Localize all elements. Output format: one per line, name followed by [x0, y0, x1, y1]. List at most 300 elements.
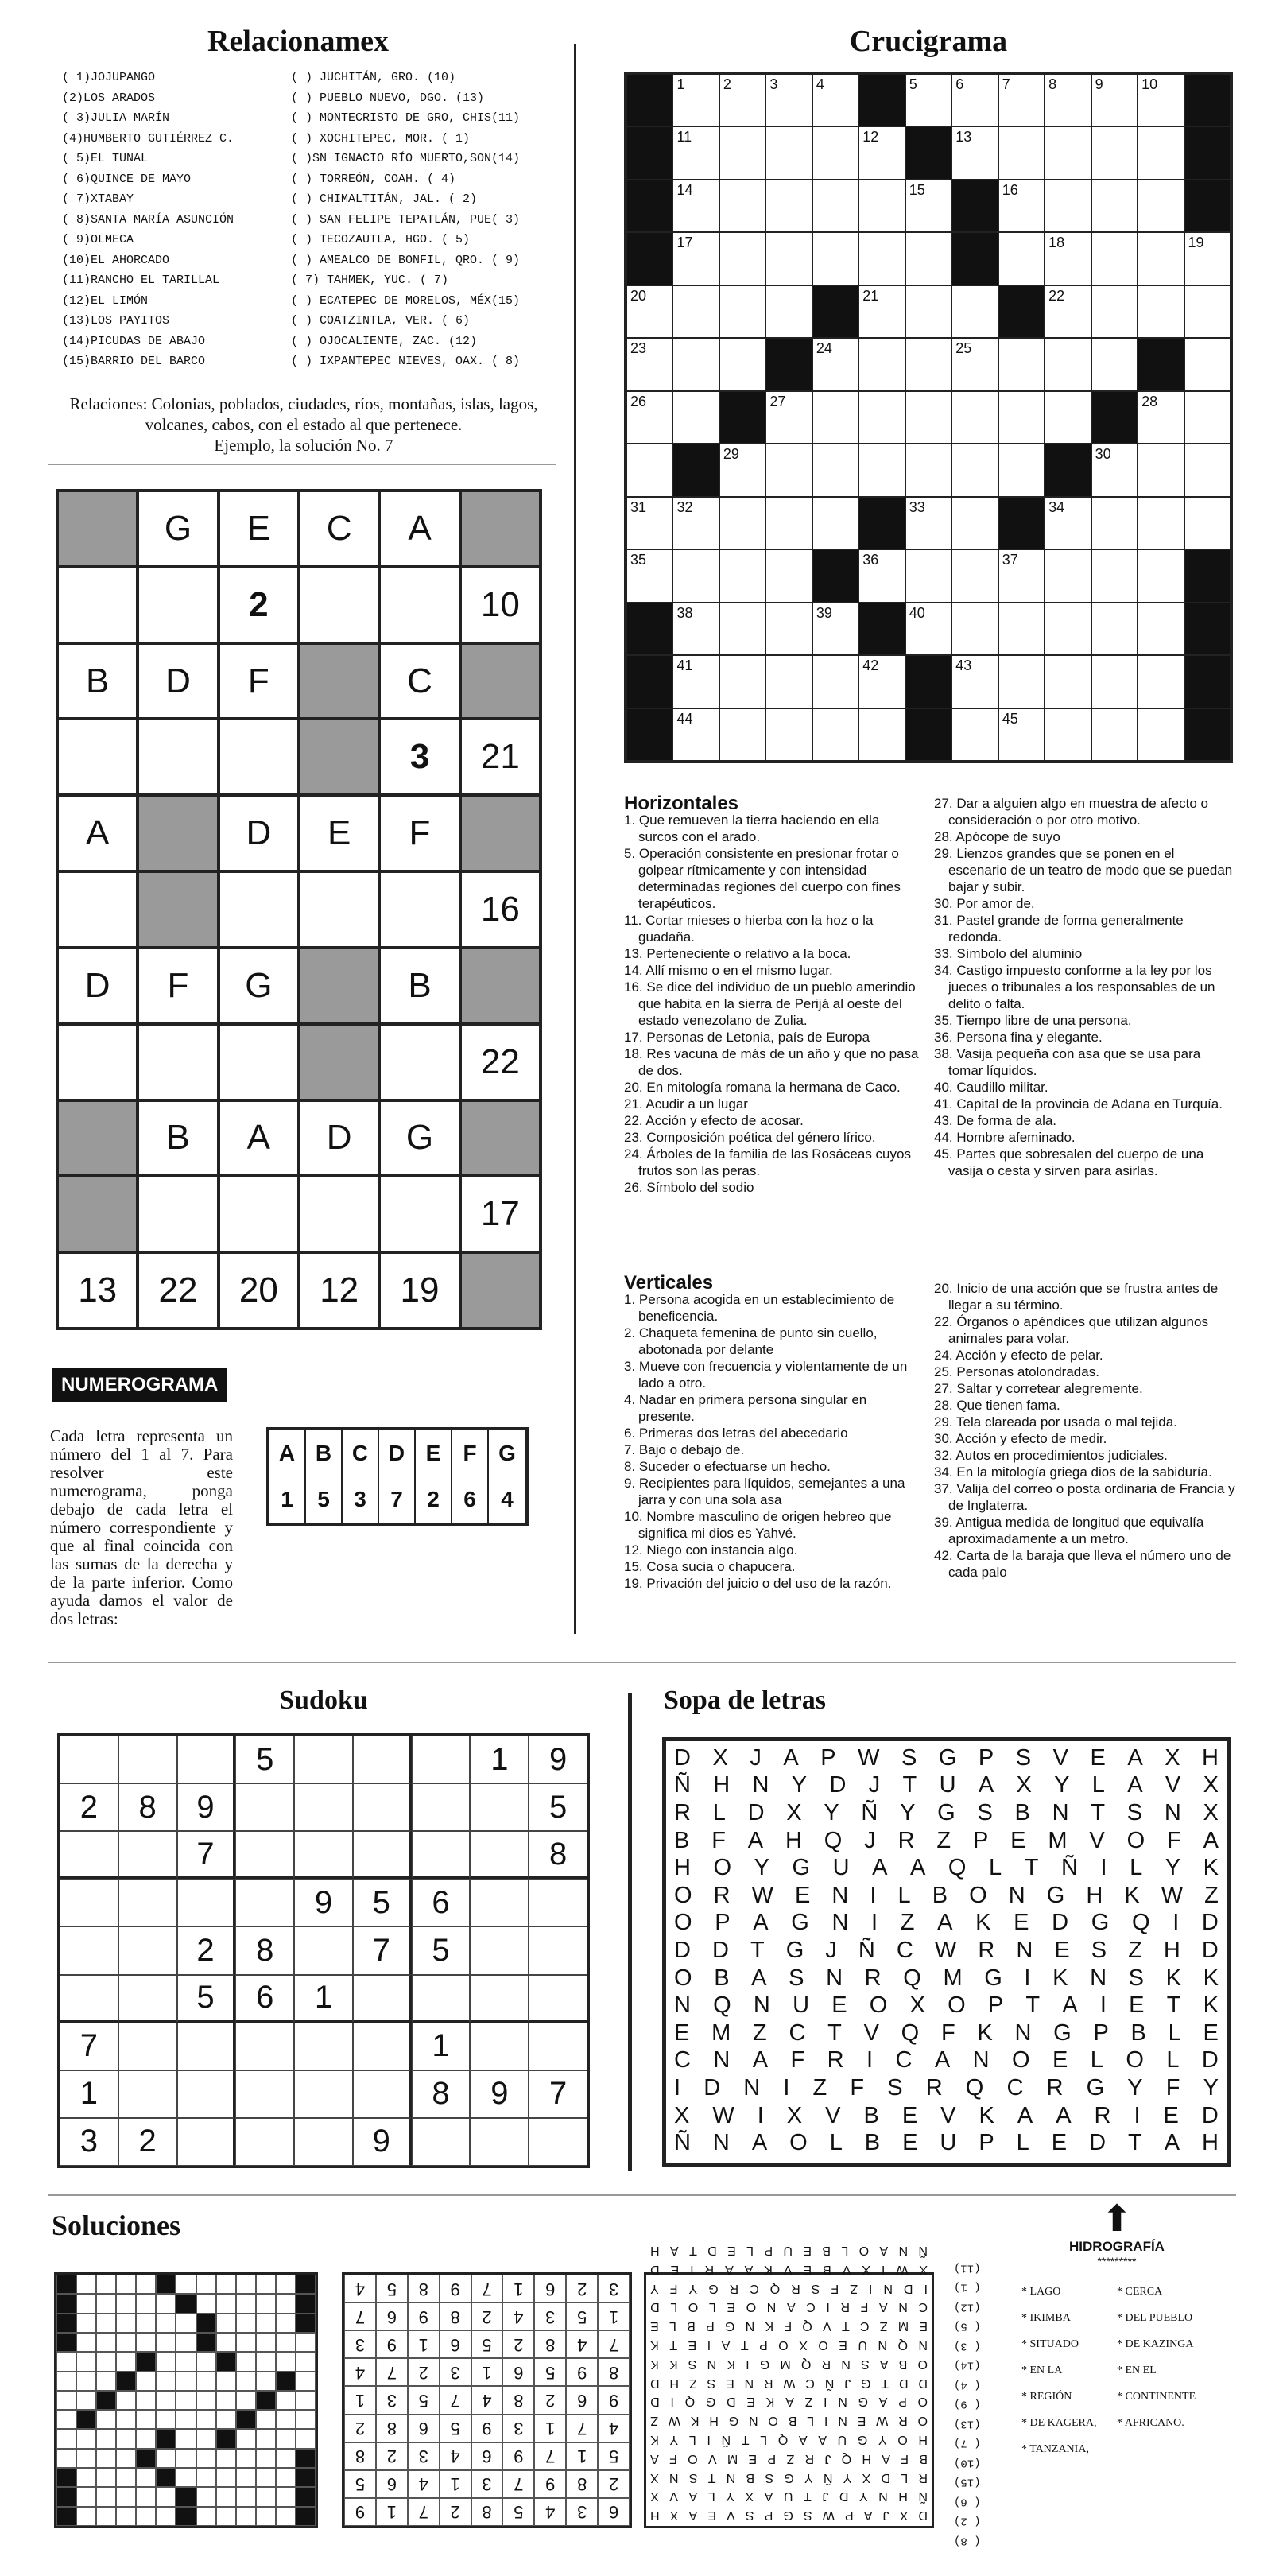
- solution-letter: A: [721, 2337, 731, 2352]
- cell-number: 23: [630, 340, 647, 357]
- solution-letter: N: [918, 2337, 928, 2352]
- solution-crossword-cell: [196, 2275, 216, 2294]
- solution-crossword-cell: [256, 2449, 276, 2468]
- solution-letter: E: [727, 2243, 736, 2257]
- solution-wordsearch-row: [650, 2316, 928, 2335]
- clue-item: 20. En mitología romana la hermana de Caco.: [624, 1080, 901, 1095]
- relacion-left: (14)PICUDAS DE ABAJO: [62, 334, 206, 348]
- clue-item: 31. Pastel grande de forma generalmente redonda.: [934, 913, 1184, 945]
- solution-sudoku-cell: 3: [408, 2442, 440, 2470]
- solution-wordsearch-row: [650, 2505, 928, 2524]
- crossword-cell: [1184, 338, 1231, 390]
- solution-sudoku-cell: 3: [534, 2302, 566, 2330]
- solution-letter: O: [746, 2300, 757, 2314]
- clue-item: 30. Acción y efecto de medir.: [934, 1431, 1107, 1446]
- wordsearch-letter: Y: [1203, 2074, 1219, 2101]
- solution-letter: R: [918, 2470, 928, 2485]
- wordsearch-row: [674, 1827, 1219, 1855]
- relacion-right: ( ) ECATEPEC DE MORELOS, MÉX(15): [291, 293, 521, 308]
- wordsearch-letter: Z: [936, 1827, 951, 1853]
- sudoku-cell: 9: [470, 2070, 529, 2118]
- key-letter: B: [306, 1430, 343, 1476]
- solution-letter: H: [898, 2489, 908, 2504]
- crossword-cell: [1138, 285, 1184, 338]
- solution-crossword-cell: [236, 2391, 256, 2410]
- solution-letter: S: [707, 2376, 716, 2390]
- wordsearch-letter: N: [1016, 1937, 1033, 1963]
- solution-letter: G: [861, 2376, 871, 2390]
- crossword-cell: [951, 232, 998, 285]
- solution-crossword-cell: [136, 2449, 156, 2468]
- solution-crossword-cell: [216, 2294, 236, 2313]
- wordsearch-letter: D: [674, 1744, 691, 1771]
- solution-letter: B: [919, 2451, 928, 2465]
- wordsearch-letter: S: [1091, 1937, 1107, 1963]
- crossword-cell: [1045, 549, 1091, 602]
- crossword-cell: [951, 549, 998, 602]
- solution-crossword-cell: [136, 2275, 156, 2294]
- sudoku-cell: [470, 1879, 529, 1926]
- crossword-cell: [765, 655, 812, 708]
- sudoku-cell: 5: [412, 1926, 471, 1974]
- solution-crossword-cell: [216, 2314, 236, 2333]
- crossword-cell: [998, 603, 1045, 655]
- solution-letter: D: [727, 2395, 736, 2409]
- wordsearch-letter: X: [674, 2102, 690, 2128]
- clue-item: 40. Caudillo militar.: [934, 1080, 1048, 1095]
- solution-letter: O: [858, 2243, 870, 2257]
- solution-letter: L: [901, 2470, 909, 2485]
- solution-crossword-cell: [176, 2391, 196, 2410]
- crossword-cell: [905, 708, 951, 761]
- solution-crossword-cell: [116, 2468, 136, 2487]
- solution-letter: O: [768, 2414, 778, 2428]
- solution-letter: Q: [684, 2395, 696, 2409]
- solution-letter: T: [669, 2337, 678, 2352]
- solution-crossword-cell: [76, 2333, 96, 2352]
- cell-number: 31: [630, 499, 647, 515]
- cell-number: 43: [955, 658, 972, 674]
- wordsearch-letter: P: [987, 1992, 1004, 2019]
- solution-crossword-cell: [276, 2275, 296, 2294]
- soluciones-title: Soluciones: [52, 2209, 181, 2241]
- wordsearch-letter: F: [1167, 1827, 1181, 1853]
- sudoku-cell: [118, 1831, 177, 1879]
- crossword-cell: [1045, 180, 1091, 232]
- solution-crossword-cell: [196, 2507, 216, 2526]
- solution-crossword-cell: [156, 2275, 176, 2294]
- sudoku-cell: [235, 1783, 294, 1831]
- solution-sudoku-cell: 9: [440, 2275, 471, 2302]
- sudoku-cell: [118, 2023, 177, 2070]
- solution-letter: X: [919, 2262, 928, 2276]
- sudoku-cell: [60, 1975, 118, 2023]
- crossword-cell: [1091, 655, 1138, 708]
- relacion-right: ( ) MONTECRISTO DE GRO, CHIS(11): [291, 111, 521, 126]
- numerograma-cell: [300, 873, 378, 946]
- solution-sudoku-cell: 7: [440, 2386, 471, 2414]
- crossword-cell: [672, 444, 719, 496]
- solution-crossword-cell: [256, 2391, 276, 2410]
- clue-item: 13. Perteneciente o relativo a la boca.: [624, 946, 851, 961]
- cell-number: 26: [630, 393, 647, 409]
- solution-letter: F: [901, 2451, 909, 2465]
- wordsearch-letter: G: [938, 1744, 957, 1771]
- numerograma-cell: [462, 645, 539, 718]
- verticales-title: Verticales: [624, 1272, 714, 1294]
- sudoku-cell: [177, 1736, 236, 1783]
- solution-letter: J: [824, 2451, 831, 2465]
- solution-crossword-cell: [176, 2314, 196, 2333]
- crossword-cell: [626, 444, 672, 496]
- solution-crossword-cell: [136, 2333, 156, 2352]
- sudoku-cell: [470, 2118, 529, 2166]
- solution-crossword-cell: [156, 2410, 176, 2429]
- wordsearch-letter: P: [1093, 2019, 1109, 2046]
- wordsearch-letter: V: [1089, 1827, 1105, 1853]
- relacion-right: ( ) PUEBLO NUEVO, DGO. (13): [291, 91, 485, 105]
- solution-crossword-cell: [96, 2468, 116, 2487]
- solution-letter: I: [824, 2395, 827, 2409]
- crossword-cell: [1138, 232, 1184, 285]
- numerograma-cell: A: [59, 797, 136, 870]
- wordsearch-letter: Ñ: [861, 1799, 878, 1825]
- key-value: 4: [501, 1487, 514, 1511]
- solution-crossword-cell: [256, 2487, 276, 2506]
- relacion-right: ( ) IXPANTEPEC NIEVES, OAX. ( 8): [291, 355, 521, 369]
- wordsearch-letter: N: [753, 1992, 770, 2019]
- wordsearch-letter: S: [887, 2074, 903, 2101]
- solution-crossword-cell: [176, 2410, 196, 2429]
- solution-letter: C: [806, 2300, 816, 2314]
- solution-crossword-cell: [156, 2294, 176, 2313]
- sudoku-cell: 2: [118, 2118, 177, 2166]
- wordsearch-letter: O: [948, 1992, 966, 2019]
- wordsearch-row: [674, 2102, 1219, 2130]
- solution-crossword-cell: [176, 2333, 196, 2352]
- relacion-left: (15)BARRIO DEL BARCO: [62, 355, 206, 369]
- wordsearch-letter: Z: [752, 2019, 767, 2046]
- solution-letter: T: [689, 2243, 697, 2257]
- solution-crossword-cell: [216, 2391, 236, 2410]
- solution-letter: A: [818, 2432, 827, 2446]
- numerograma-cell: G: [220, 949, 297, 1022]
- wordsearch-letter: A: [1056, 2102, 1072, 2128]
- wordsearch-letter: P: [972, 1827, 989, 1853]
- wordsearch-letter: A: [978, 1772, 994, 1798]
- wordsearch-letter: K: [1165, 1965, 1181, 1991]
- solution-rel-item: ( 3): [954, 2339, 981, 2353]
- wordsearch-letter: H: [674, 1855, 691, 1881]
- crossword-cell: [905, 603, 951, 655]
- solution-letter: K: [650, 2357, 659, 2371]
- sudoku-cell: 7: [177, 1831, 236, 1879]
- crossword-cell: [1045, 497, 1091, 549]
- solution-sudoku-cell: 9: [502, 2442, 534, 2470]
- numerograma-cell: D: [300, 1102, 378, 1175]
- relacionamex-note-text: Relaciones: Colonias, poblados, ciudades, ríos, montañas, islas, lagos, volcanes, cabos, con el estado al que pertenece.: [69, 394, 538, 434]
- numerograma-cell: E: [220, 492, 297, 565]
- cell-number: 10: [1141, 76, 1158, 92]
- crossword-cell: [719, 180, 765, 232]
- solution-letter: V: [669, 2489, 679, 2504]
- solution-crossword-cell: [196, 2487, 216, 2506]
- solution-letter: Z: [804, 2395, 813, 2409]
- solution-crossword-cell: [76, 2487, 96, 2506]
- wordsearch-letter: Q: [901, 2019, 920, 2046]
- wordsearch-letter: E: [831, 1992, 847, 2019]
- numerograma-cell: [220, 1026, 297, 1099]
- solution-letter: F: [831, 2281, 839, 2295]
- solution-sudoku-cell: 7: [566, 2415, 598, 2442]
- wordsearch-letter: Ñ: [674, 1772, 691, 1798]
- wordsearch-letter: X: [786, 2102, 803, 2128]
- solution-crossword-cell: [136, 2314, 156, 2333]
- clue-item: 21. Acudir a un lugar: [624, 1096, 748, 1111]
- solution-sudoku-cell: 8: [344, 2442, 376, 2470]
- solution-letter: Ñ: [721, 2432, 731, 2446]
- solution-crossword-cell: [76, 2352, 96, 2371]
- clue-item: 3. Mueve con frecuencia y violentamente de un lado a otro.: [624, 1359, 908, 1391]
- crossword-cell: [998, 285, 1045, 338]
- wordsearch-letter: W: [1161, 1882, 1184, 1908]
- sudoku-cell: 7: [60, 2023, 118, 2070]
- solution-crossword-cell: [76, 2410, 96, 2429]
- wordsearch-letter: F: [850, 2074, 865, 2101]
- cell-number: 37: [1002, 552, 1018, 568]
- wordsearch-letter: K: [1203, 1965, 1219, 1991]
- crossword-cell: [626, 74, 672, 126]
- relacion-row: [62, 250, 593, 271]
- cell-number: 29: [723, 446, 739, 463]
- cell-number: 40: [909, 604, 925, 621]
- solution-letter: I: [824, 2414, 828, 2428]
- numerograma-cell: B: [381, 949, 458, 1022]
- solution-sudoku-cell: 9: [566, 2358, 598, 2386]
- solution-letter: U: [858, 2337, 867, 2352]
- solution-sudoku-cell: 5: [534, 2358, 566, 2386]
- sudoku-cell: 9: [294, 1879, 353, 1926]
- solution-sudoku-cell: 7: [471, 2275, 503, 2302]
- key-value: 2: [416, 1476, 452, 1523]
- solution-sudoku-cell: 6: [471, 2442, 503, 2470]
- numerograma-cell: 2: [220, 568, 297, 642]
- crossword-cell: [719, 655, 765, 708]
- cell-number: 7: [1002, 76, 1010, 92]
- clue-item: 36. Persona fina y elegante.: [934, 1030, 1103, 1045]
- crossword-cell: [951, 338, 998, 390]
- solution-letter: S: [745, 2508, 754, 2523]
- solution-letter: N: [669, 2470, 679, 2485]
- numerograma-cell: [462, 1254, 539, 1327]
- wordsearch-letter: E: [1129, 1992, 1145, 2019]
- crossword-cell: [626, 549, 672, 602]
- solution-crossword-cell: [56, 2410, 76, 2429]
- crossword-cell: [1091, 444, 1138, 496]
- crossword-cell: [1091, 391, 1138, 444]
- solution-letter: N: [749, 2414, 758, 2428]
- solution-crossword-cell: [236, 2275, 256, 2294]
- solution-wordsearch-row: [650, 2430, 928, 2449]
- numerograma-cell: [59, 568, 136, 642]
- wordsearch-letter: O: [1126, 1827, 1145, 1853]
- numerograma-cell: [220, 720, 297, 793]
- cell-number: 8: [1048, 76, 1057, 92]
- solution-crossword-cell: [76, 2391, 96, 2410]
- relacion-left: ( 7)XTABAY: [62, 192, 134, 207]
- wordsearch-letter: F: [711, 1827, 726, 1853]
- sudoku-cell: [470, 1831, 529, 1879]
- solution-crossword-cell: [276, 2507, 296, 2526]
- solution-letter: I: [690, 2262, 694, 2276]
- solution-crossword-cell: [276, 2449, 296, 2468]
- relacion-left: (2)LOS ARADOS: [62, 91, 156, 105]
- wordsearch-letter: K: [1052, 1965, 1068, 1991]
- cell-number: 33: [909, 499, 925, 515]
- crossword-cell: [858, 655, 905, 708]
- solution-crossword-cell: [96, 2333, 116, 2352]
- wordsearch-letter: R: [925, 2074, 943, 2101]
- numerograma-cell: D: [220, 797, 297, 870]
- solution-letter: F: [784, 2319, 793, 2334]
- solution-letter: E: [650, 2319, 659, 2334]
- relacion-left: ( 3)JULIA MARÍN: [62, 111, 170, 126]
- solution-crossword-cell: [116, 2372, 136, 2391]
- clue-item: 26. Símbolo del sodio: [624, 1180, 754, 1195]
- wordsearch-letter: D: [1089, 2130, 1107, 2156]
- solution-letter: Q: [802, 2319, 812, 2334]
- solution-letter: R: [898, 2414, 908, 2428]
- clue-item: 42. Carta de la baraja que lleva el número uno de cada palo: [934, 1548, 1231, 1580]
- solution-sudoku-cell: 9: [471, 2415, 503, 2442]
- numerograma-cell: [300, 645, 378, 718]
- solution-letter: O: [917, 2357, 928, 2371]
- solution-wordsearch-row: [650, 2449, 928, 2468]
- crossword-cell: [1184, 232, 1231, 285]
- wordsearch-letter: D: [829, 1772, 847, 1798]
- numerograma-cell: 12: [300, 1254, 378, 1327]
- crossword-cell: [1091, 708, 1138, 761]
- wordsearch-letter: G: [792, 1855, 811, 1881]
- wordsearch-letter: R: [978, 1937, 995, 1963]
- relacion-left: (11)RANCHO EL TARILLAL: [62, 274, 220, 288]
- wordsearch-letter: H: [1086, 1882, 1103, 1908]
- wordsearch-letter: L: [989, 1855, 1002, 1881]
- sudoku-cell: [294, 1736, 353, 1783]
- solution-letter: Ñ: [918, 2489, 928, 2504]
- solution-letter: C: [805, 2376, 815, 2390]
- sudoku-cell: [294, 2023, 353, 2070]
- solution-wordsearch-row: [650, 2297, 928, 2316]
- clue-item: 24. Árboles de la familia de las Rosáceas cuyos frutos son las peras.: [624, 1146, 911, 1178]
- solution-crossword-cell: [236, 2372, 256, 2391]
- wordsearch-letter: R: [897, 1827, 915, 1853]
- crossword-cell: [905, 444, 951, 496]
- cell-number: 21: [862, 287, 879, 304]
- cell-number: 34: [1048, 499, 1065, 515]
- solution-letter: T: [881, 2376, 889, 2390]
- key-value: 5: [306, 1476, 343, 1523]
- solution-letter: Y: [726, 2489, 734, 2504]
- solution-letter: L: [760, 2432, 768, 2446]
- solution-wordsearch-row: [650, 2468, 928, 2487]
- crossword-cell: [998, 655, 1045, 708]
- key-letter: A: [269, 1430, 306, 1476]
- sudoku-cell: [118, 2070, 177, 2118]
- solution-crossword-cell: [216, 2449, 236, 2468]
- solution-letter: W: [896, 2262, 909, 2276]
- solution-crossword-cell: [76, 2294, 96, 2313]
- crossword-cell: [998, 232, 1045, 285]
- solution-letter: Ñ: [918, 2243, 928, 2257]
- wordsearch-row: [674, 1799, 1219, 1827]
- crossword-cell: [1184, 391, 1231, 444]
- solution-sudoku-cell: 7: [534, 2442, 566, 2470]
- solution-letter: H: [650, 2508, 660, 2523]
- wordsearch-letter: L: [1130, 1855, 1143, 1881]
- numerograma-cell: 22: [139, 1254, 216, 1327]
- relacion-row: [62, 108, 593, 129]
- hidro-stars: *********: [1097, 2255, 1137, 2268]
- solution-crossword-cell: [256, 2333, 276, 2352]
- solution-crossword-cell: [96, 2275, 116, 2294]
- clue-item: 23. Composición poética del género lírico.: [624, 1130, 876, 1145]
- wordsearch-letter: V: [1165, 1772, 1181, 1798]
- wordsearch-letter: B: [714, 1965, 730, 1991]
- crossword-cell: [719, 338, 765, 390]
- clue-item: 12. Niego con instancia algo.: [624, 1542, 798, 1558]
- crossword-cell: [765, 285, 812, 338]
- solution-crossword-cell: [236, 2314, 256, 2333]
- sudoku-cell: 7: [529, 2070, 587, 2118]
- solution-letter: A: [878, 2395, 888, 2409]
- cell-number: 25: [955, 340, 972, 357]
- wordsearch-letter: R: [1094, 2102, 1111, 2128]
- clue-item: 1. Persona acogida en un establecimiento de beneficencia.: [624, 1292, 895, 1324]
- solution-letter: N: [878, 2337, 888, 2352]
- numerograma-cell: F: [139, 949, 216, 1022]
- solution-letter: Z: [850, 2281, 858, 2295]
- solution-letter: R: [729, 2281, 739, 2295]
- wordsearch-row: [674, 2074, 1219, 2102]
- crossword-cell: [812, 497, 858, 549]
- solution-letter: R: [791, 2281, 800, 2295]
- solution-letter: G: [784, 2470, 794, 2485]
- solution-crossword-cell: [136, 2372, 156, 2391]
- wordsearch-letter: Y: [824, 1799, 839, 1825]
- numerograma-cell: [139, 797, 216, 870]
- hidro-word: * EN LA: [1021, 2365, 1063, 2376]
- wordsearch-letter: G: [1046, 1882, 1065, 1908]
- crossword-cell: [812, 285, 858, 338]
- solution-crossword-cell: [96, 2391, 116, 2410]
- wordsearch-letter: N: [1014, 2019, 1032, 2046]
- crossword-cell: [951, 180, 998, 232]
- solution-wordsearch: [644, 2243, 934, 2528]
- solution-rel-item: ( 1): [954, 2281, 981, 2294]
- solution-letter: P: [764, 2243, 773, 2257]
- crossword-cell: [765, 603, 812, 655]
- solution-crossword-cell: [296, 2275, 316, 2294]
- solution-sudoku-cell: 4: [440, 2442, 471, 2470]
- solution-letter: X: [669, 2508, 679, 2523]
- sudoku-cell: [353, 1783, 412, 1831]
- solution-letter: E: [670, 2262, 680, 2276]
- solution-letter: Y: [669, 2432, 679, 2446]
- numerograma-cell: [381, 873, 458, 946]
- wordsearch-letter: E: [1090, 1744, 1106, 1771]
- solution-crossword-cell: [96, 2487, 116, 2506]
